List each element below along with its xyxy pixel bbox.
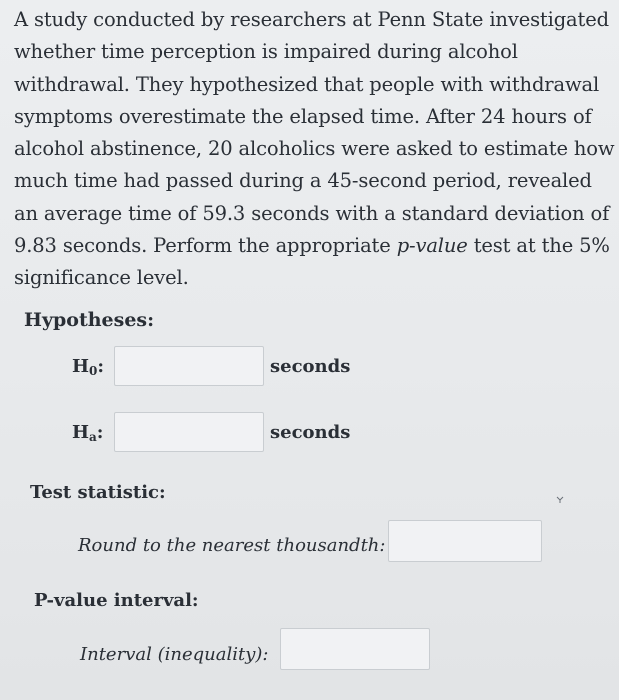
- cursor-icon: [556, 496, 564, 504]
- problem-line-6: much time had passed during a 45-second period, revealed: [14, 169, 592, 193]
- p-value-interval-prompt: Interval (inequality):: [80, 644, 269, 665]
- problem-line-3: withdrawal. They hypothesized that people with withdrawal: [14, 72, 600, 96]
- problem-line-8: [14, 230, 610, 262]
- alternative-hypothesis-subscript: a: [89, 430, 97, 444]
- hypotheses-heading: Hypotheses:: [24, 309, 155, 331]
- problem-line-4: symptoms overestimate the elapsed time. After 24 hours of: [14, 104, 592, 128]
- problem-line-8-start: 9.83 seconds. Perform the appropriate: [14, 234, 397, 258]
- alternative-hypothesis-input[interactable]: [114, 412, 264, 452]
- alternative-hypothesis-label: [72, 422, 103, 444]
- null-hypothesis-letter: H: [72, 356, 90, 377]
- null-hypothesis-unit: seconds: [270, 356, 351, 377]
- p-value-interval-heading: P-value interval:: [34, 590, 199, 611]
- null-hypothesis-row: [0, 346, 619, 390]
- null-hypothesis-colon: :: [97, 356, 105, 377]
- alternative-hypothesis-unit: seconds: [270, 422, 351, 443]
- alternative-hypothesis-row: [0, 412, 619, 456]
- test-statistic-heading: Test statistic:: [30, 482, 166, 503]
- problem-line-5: alcohol abstinence, 20 alcoholics were asked to estimate how: [14, 137, 615, 161]
- problem-line-7: an average time of 59.3 seconds with a standard deviation of: [14, 201, 610, 225]
- test-statistic-input[interactable]: [388, 520, 542, 562]
- alternative-hypothesis-letter: H: [72, 422, 90, 443]
- test-statistic-prompt: Round to the nearest thousandth:: [78, 535, 386, 556]
- p-value-term: p-value: [396, 234, 468, 258]
- problem-line-1: A study conducted by researchers at Penn State investigated: [14, 8, 609, 31]
- null-hypothesis-input[interactable]: [114, 346, 264, 386]
- problem-statement: [14, 4, 615, 295]
- null-hypothesis-label: [72, 356, 104, 378]
- problem-line-9: significance level.: [14, 266, 189, 290]
- problem-line-8-end: test at the 5%: [467, 234, 610, 258]
- null-hypothesis-subscript: 0: [89, 364, 98, 378]
- p-value-interval-input[interactable]: [280, 628, 430, 670]
- problem-line-2: whether time perception is impaired during alcohol: [14, 40, 518, 64]
- alternative-hypothesis-colon: :: [96, 422, 104, 443]
